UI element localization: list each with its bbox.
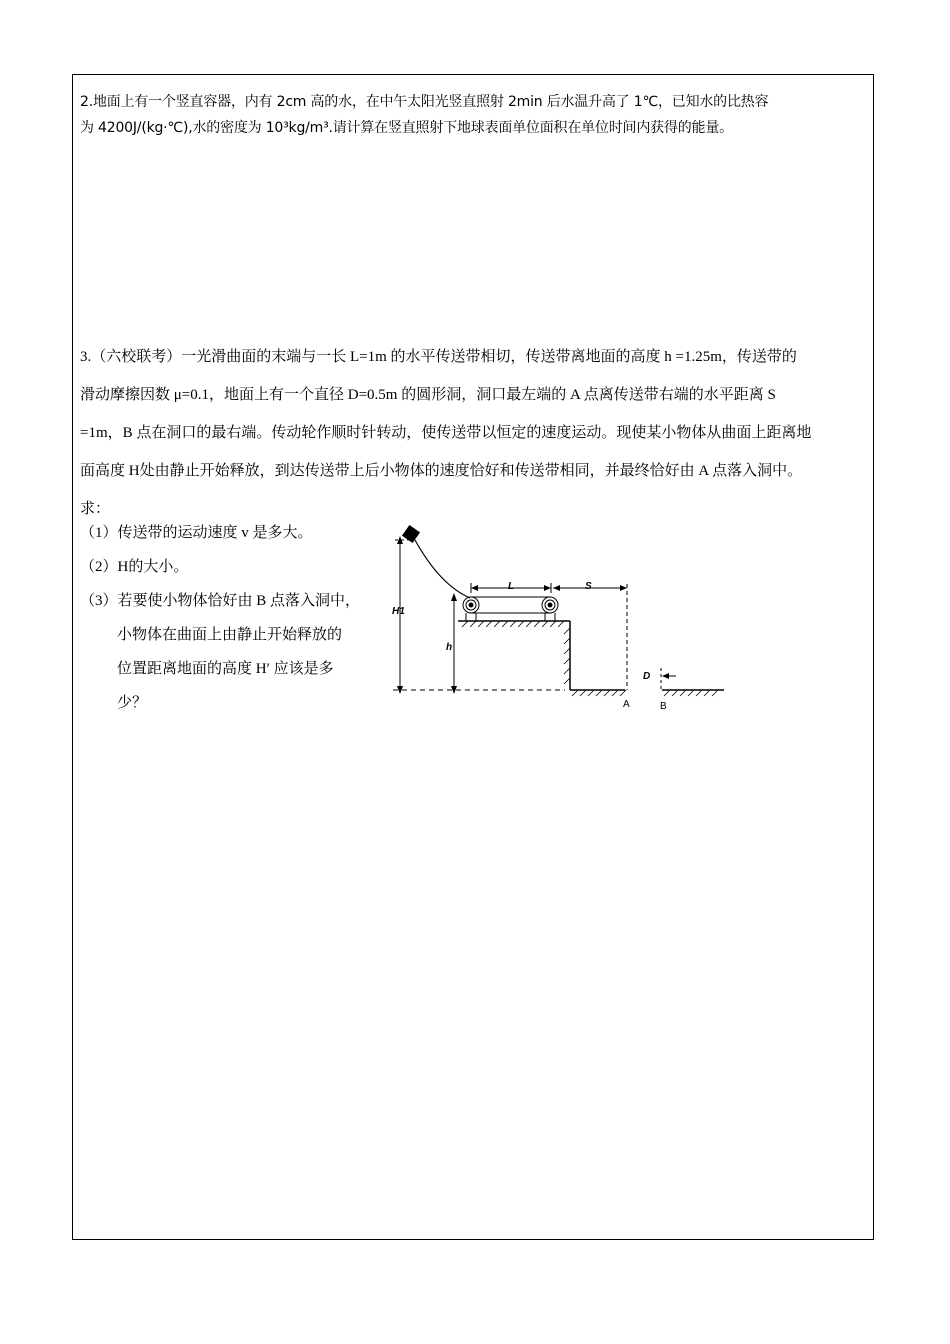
label-a: A bbox=[623, 699, 630, 710]
q3-sub-3-line-2: 小物体在曲面上由静止开始释放的 bbox=[117, 627, 343, 643]
block-icon bbox=[403, 526, 420, 543]
question-2 bbox=[80, 89, 870, 141]
left-pulley bbox=[463, 597, 479, 613]
smooth-curve bbox=[415, 540, 470, 598]
q3-line-2: 滑动摩擦因数 μ=0.1，地面上有一个直径 D=0.5m 的圆形洞，洞口最左端的 A 点离传送带右端的水平距离 S bbox=[80, 387, 776, 403]
q3-sub-1: （1）传送带的运动速度 v 是多大。 bbox=[80, 525, 313, 541]
q3-line-5: 求： bbox=[80, 501, 111, 517]
q2-line-1: 2.地面上有一个竖直容器，内有 2cm 高的水，在中午太阳光竖直照射 2min 后水温升高了 1℃，已知水的比热容 bbox=[80, 94, 769, 110]
q3-sub-2: （2）H的大小。 bbox=[80, 559, 189, 575]
label-h1: H1 bbox=[392, 606, 405, 617]
q3-subquestions bbox=[80, 516, 360, 720]
q3-sub-3-line-1: （3）若要使小物体恰好由 B 点落入洞中， bbox=[80, 593, 361, 609]
q2-line-2: 为 4200J/(kg·℃),水的密度为 10³kg/m³.请计算在竖直照射下地球表面单位面积在单位时间内获得的能量。 bbox=[80, 120, 733, 136]
question-3 bbox=[80, 338, 870, 528]
q3-line-3: =1m，B 点在洞口的最右端。传动轮作顺时针转动，使传送带以恒定的速度运动。现使某小物体从曲面上距离地 bbox=[80, 425, 812, 441]
label-h: h bbox=[446, 642, 453, 653]
conveyor-belt-diagram bbox=[385, 520, 730, 715]
q3-line-1: 3.（六校联考）一光滑曲面的末端与一长 L=1m 的水平传送带相切，传送带离地面的高度 h =1.25m，传送带的 bbox=[80, 349, 797, 365]
q3-sub-3-line-4: 少？ bbox=[117, 695, 148, 711]
label-l: L bbox=[508, 581, 515, 592]
q3-line-4: 面高度 H处由静止开始释放，到达传送带上后小物体的速度恰好和传送带相同，并最终恰好由 A 点落入洞中。 bbox=[80, 463, 803, 479]
label-d: D bbox=[643, 671, 651, 682]
label-s: S bbox=[585, 581, 592, 592]
right-pulley bbox=[542, 597, 558, 613]
label-b: B bbox=[660, 701, 667, 712]
q3-sub-3-line-3: 位置距离地面的高度 H′ 应该是多 bbox=[117, 661, 334, 677]
